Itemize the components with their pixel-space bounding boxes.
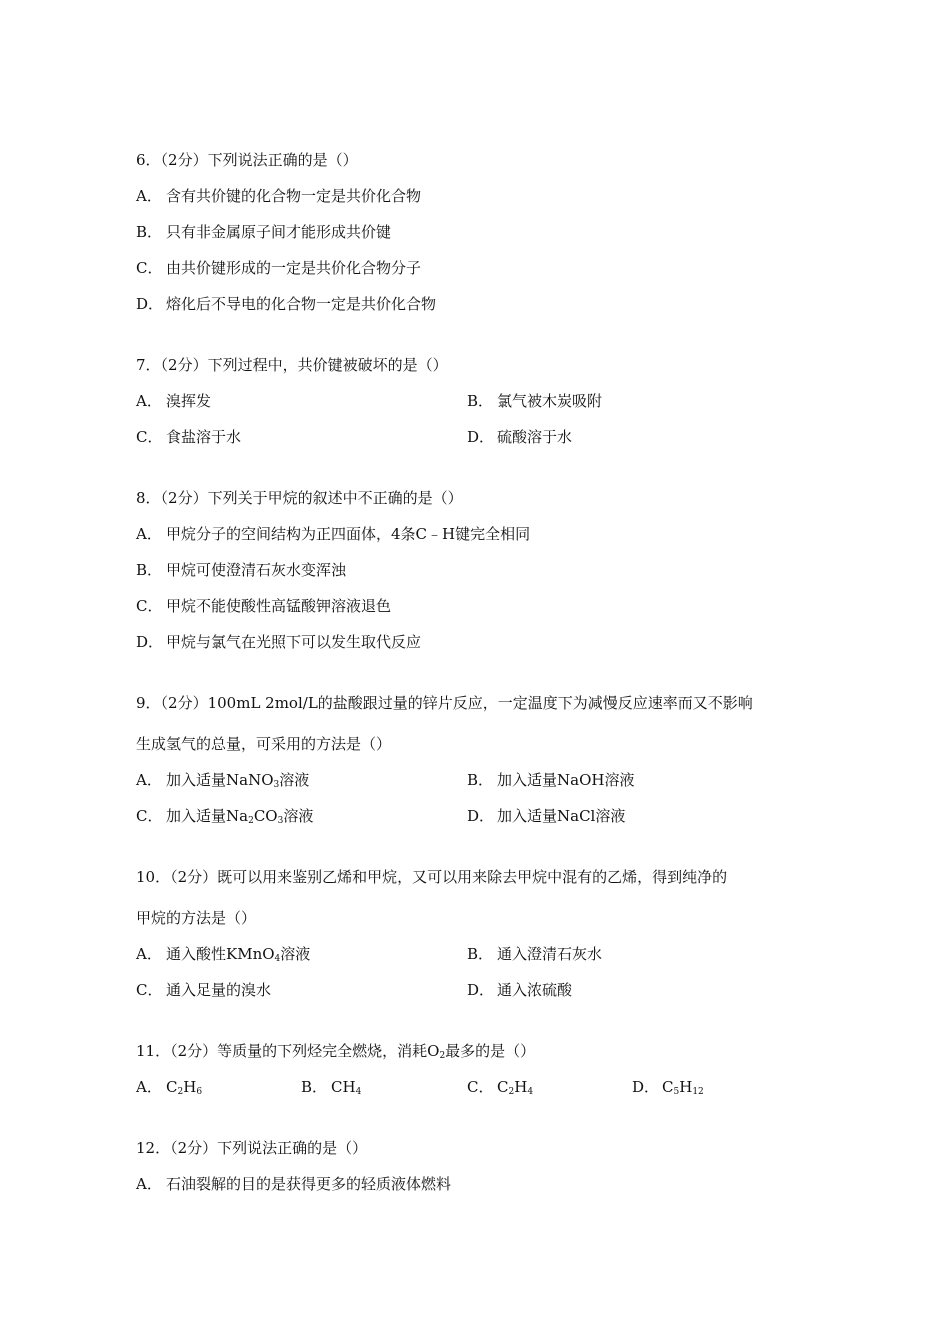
option-letter: D． — [467, 807, 495, 825]
option-text: 加入适量NaOH溶液 — [497, 771, 635, 789]
option-text: 氯气被木炭吸附 — [497, 392, 603, 410]
q8-option-b — [136, 560, 346, 580]
option-letter: C． — [136, 597, 163, 615]
q8-stem: 8．（2分）下列关于甲烷的叙述中不正确的是（） — [136, 489, 463, 507]
option-letter: D． — [632, 1078, 660, 1096]
q7-option-b — [467, 391, 602, 411]
q11-option-b — [301, 1077, 361, 1097]
option-text: 含有共价键的化合物一定是共价化合物 — [166, 187, 422, 205]
q9-option-c — [136, 806, 313, 826]
option-text: 熔化后不导电的化合物一定是共价化合物 — [166, 295, 437, 313]
subscript: 12 — [692, 1087, 704, 1097]
q11-stem — [136, 1041, 535, 1061]
option-letter: A． — [136, 771, 162, 789]
formula-part: C — [166, 1078, 178, 1096]
q10-option-b — [467, 944, 602, 964]
q8-option-d — [136, 632, 421, 652]
formula-part: CH — [331, 1078, 356, 1096]
option-letter: C． — [136, 259, 163, 277]
subscript: 3 — [273, 780, 280, 790]
option-text: CO — [253, 807, 278, 825]
option-text: 石油裂解的目的是获得更多的轻质液体燃料 — [166, 1175, 452, 1193]
option-text: 甲烷与氯气在光照下可以发生取代反应 — [166, 633, 422, 651]
stem-text: 11．（2分）等质量的下列烃完全燃烧，消耗O — [136, 1042, 440, 1060]
option-text: 溶液 — [283, 807, 314, 825]
option-text: 食盐溶于水 — [166, 428, 242, 446]
q7-stem: 7．（2分）下列过程中，共价键被破坏的是（） — [136, 356, 448, 374]
q11-option-c — [467, 1077, 533, 1097]
subscript: 2 — [439, 1051, 446, 1061]
option-text: 甲烷不能使酸性高锰酸钾溶液退色 — [166, 597, 392, 615]
formula-part: C — [497, 1078, 509, 1096]
option-letter: B． — [301, 1078, 328, 1096]
option-letter: C． — [136, 807, 163, 825]
option-letter: B． — [467, 771, 494, 789]
option-letter: C． — [136, 981, 163, 999]
q7-option-a — [136, 391, 211, 411]
subscript: 4 — [274, 954, 281, 964]
option-letter: D． — [136, 633, 164, 651]
subscript: 2 — [248, 816, 254, 826]
option-letter: B． — [467, 945, 494, 963]
option-text: 通入酸性KMnO — [166, 945, 275, 963]
option-letter: D． — [467, 428, 495, 446]
subscript: 6 — [196, 1087, 203, 1097]
option-letter: A． — [136, 1078, 162, 1096]
q7-option-d — [467, 427, 572, 447]
option-letter: B． — [467, 392, 494, 410]
option-letter: A． — [136, 945, 162, 963]
q6-option-c — [136, 258, 421, 278]
q11-option-a — [136, 1077, 202, 1097]
q10-stem-line1: 10．（2分）既可以用来鉴别乙烯和甲烷，又可以用来除去甲烷中混有的乙烯，得到纯净的 — [136, 868, 728, 886]
option-letter: D． — [467, 981, 495, 999]
subscript: 4 — [527, 1087, 534, 1097]
formula-part: C — [662, 1078, 674, 1096]
q10-option-c — [136, 980, 271, 1000]
q10-option-d — [467, 980, 572, 1000]
option-letter: B． — [136, 561, 163, 579]
option-letter: A． — [136, 187, 162, 205]
q6-option-b — [136, 222, 391, 242]
option-text: 只有非金属原子间才能形成共价键 — [166, 223, 392, 241]
q11-option-d — [632, 1077, 704, 1097]
option-text: 硫酸溶于水 — [497, 428, 573, 446]
q10-stem-line2: 甲烷的方法是（） — [136, 909, 257, 927]
subscript: 5 — [673, 1087, 680, 1097]
option-letter: A． — [136, 392, 162, 410]
option-text: 通入足量的溴水 — [166, 981, 272, 999]
q9-option-a — [136, 770, 309, 790]
q9-stem-line2: 生成氢气的总量，可采用的方法是（） — [136, 735, 392, 753]
subscript: 4 — [355, 1087, 362, 1097]
option-text: 通入澄清石灰水 — [497, 945, 603, 963]
subscript: 2 — [508, 1087, 515, 1097]
q12-option-a — [136, 1174, 451, 1194]
option-letter: B． — [136, 223, 163, 241]
option-letter: A． — [136, 525, 162, 543]
q6-stem: 6．（2分）下列说法正确的是（） — [136, 151, 358, 169]
option-text: 溶液 — [279, 771, 310, 789]
q9-option-b — [467, 770, 634, 790]
subscript: 3 — [277, 816, 284, 826]
option-text: 由共价键形成的一定是共价化合物分子 — [166, 259, 422, 277]
q10-option-a — [136, 944, 310, 964]
q12-stem: 12．（2分）下列说法正确的是（） — [136, 1139, 368, 1157]
formula-part: H — [514, 1078, 528, 1096]
option-letter: D． — [136, 295, 164, 313]
option-text: 甲烷可使澄清石灰水变浑浊 — [166, 561, 347, 579]
formula-part: H — [183, 1078, 197, 1096]
q6-option-a — [136, 186, 421, 206]
option-text: 溶液 — [280, 945, 311, 963]
option-text: 加入适量NaCl溶液 — [497, 807, 626, 825]
q6-option-d — [136, 294, 436, 314]
option-letter: C． — [136, 428, 163, 446]
option-text: 溴挥发 — [166, 392, 212, 410]
q8-option-c — [136, 596, 391, 616]
q8-option-a — [136, 524, 530, 544]
q9-option-d — [467, 806, 625, 826]
option-text: 加入适量Na — [166, 807, 249, 825]
option-letter: C． — [467, 1078, 494, 1096]
option-letter: A． — [136, 1175, 162, 1193]
q9-stem-line1: 9．（2分）100mL 2mol/L的盐酸跟过量的锌片反应，一定温度下为减慢反应速率而又不影响 — [136, 694, 753, 712]
formula-part: H — [679, 1078, 693, 1096]
subscript: 2 — [177, 1087, 184, 1097]
option-text: 加入适量NaNO — [166, 771, 274, 789]
option-text: 通入浓硫酸 — [497, 981, 573, 999]
option-text: 甲烷分子的空间结构为正四面体，4条C﹣H键完全相同 — [166, 525, 531, 543]
stem-text: 最多的是（） — [445, 1042, 536, 1060]
q7-option-c — [136, 427, 241, 447]
